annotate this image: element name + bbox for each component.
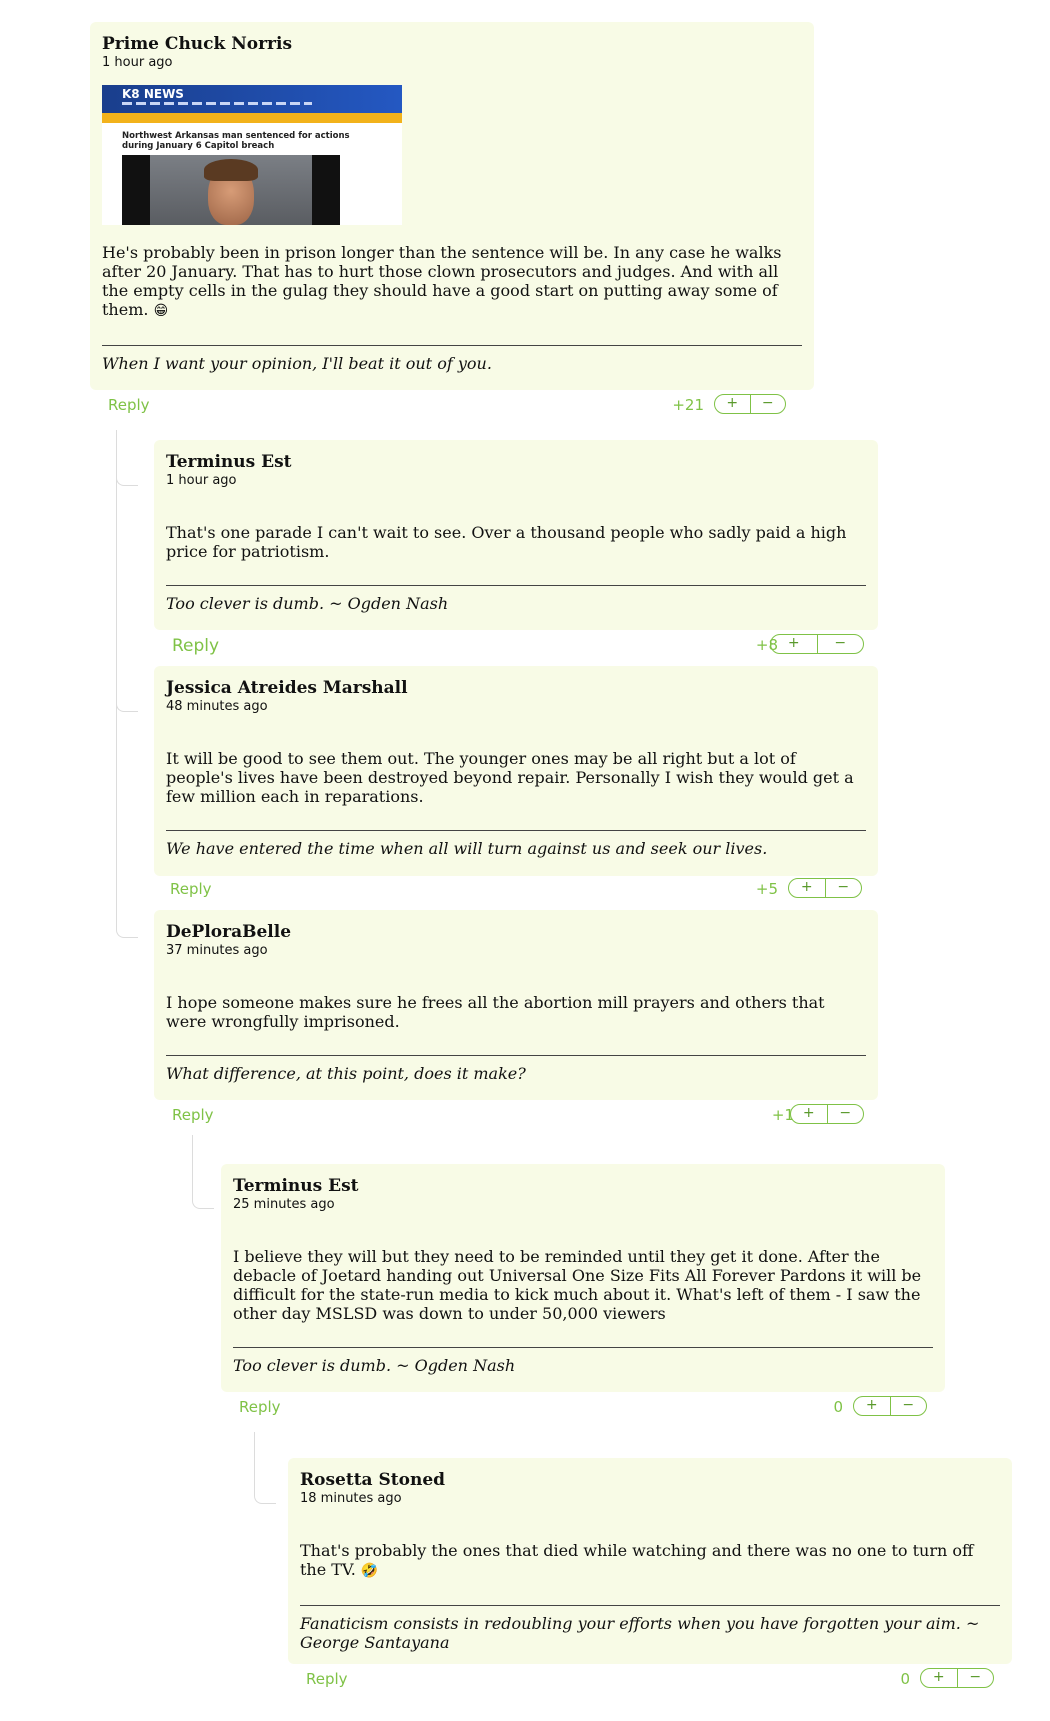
comment-card	[154, 910, 878, 1100]
comment-body	[300, 1541, 1000, 1581]
comment-signature: What difference, at this point, does it make?	[166, 1055, 866, 1083]
comment-text: He's probably been in prison longer than the sentence will be. In any case he walks after 20 January. That has to hurt those clown prosecutors and judges. And with all the empty cells in the gulag they should have a good start on putting away some of them.	[102, 243, 782, 319]
upvote-button[interactable]: +	[791, 1105, 828, 1123]
comment-body	[102, 243, 802, 321]
comment-author[interactable]: DePloraBelle	[166, 922, 292, 942]
comment-actions	[288, 1668, 1012, 1690]
downvote-button[interactable]: −	[902, 1397, 915, 1413]
comment-author[interactable]: Rosetta Stoned	[300, 1470, 446, 1490]
comment-timestamp[interactable]: 25 minutes ago	[233, 1197, 335, 1212]
comment-card	[221, 1164, 945, 1392]
comment-author[interactable]: Terminus Est	[166, 452, 292, 472]
comment-timestamp[interactable]: 1 hour ago	[102, 55, 173, 70]
downvote-button[interactable]: −	[761, 395, 774, 411]
comment-signature: Too clever is dumb. ~ Ogden Nash	[233, 1347, 933, 1375]
comment-card	[154, 440, 878, 630]
vote-score: 0	[900, 1670, 910, 1688]
vote-score: +21	[672, 396, 704, 414]
grinning-emoji-icon: 😁	[153, 303, 169, 319]
thread-connector	[254, 1432, 276, 1504]
rolling-laughing-emoji-icon: 🤣	[360, 1563, 379, 1579]
downvote-button[interactable]: −	[837, 879, 850, 895]
comment	[288, 1458, 1012, 1688]
comment-body: I hope someone makes sure he frees all the abortion mill prayers and others that were wrongfully imprisoned.	[166, 993, 825, 1031]
downvote-button[interactable]: −	[969, 1669, 982, 1685]
reply-button[interactable]: Reply	[170, 880, 212, 898]
news-photo	[122, 155, 340, 225]
comment	[221, 1164, 945, 1416]
reply-button[interactable]: Reply	[172, 636, 220, 656]
upvote-button[interactable]: +	[771, 635, 818, 653]
reply-button[interactable]: Reply	[239, 1398, 281, 1416]
thread-connector	[116, 430, 138, 938]
comment-timestamp[interactable]: 48 minutes ago	[166, 699, 268, 714]
comment	[154, 666, 878, 898]
comment-card	[154, 666, 878, 876]
comment-card	[288, 1458, 1012, 1664]
vote-controls	[788, 878, 862, 898]
mugshot-background	[150, 155, 312, 225]
news-screenshot-image[interactable]	[102, 85, 402, 225]
vote-score: 0	[833, 1398, 843, 1416]
vote-score: +1	[771, 1106, 794, 1124]
comment-body: I believe they will but they need to be reminded until they get it done. After the debacle of Joetard handing out Universal One Size Fits All Forever Pardons it will be difficult for the state-run media to kick much about it. What's left of them - I saw the other day MSLSD was down to under 50,000 viewers	[233, 1247, 922, 1323]
news-headline: Northwest Arkansas man sentenced for actions during January 6 Capitol breach	[122, 131, 350, 151]
vote-controls	[714, 394, 786, 414]
vote-controls	[770, 634, 864, 654]
upvote-button[interactable]: +	[715, 395, 751, 413]
comment	[154, 910, 878, 1124]
comment-signature: Fanaticism consists in redoubling your efforts when you have forgotten your aim. ~ George Santayana	[300, 1605, 1000, 1652]
vote-score: +8	[755, 636, 778, 654]
vote-controls	[790, 1104, 864, 1124]
news-logo: K8 NEWS	[122, 87, 184, 101]
comment-body: It will be good to see them out. The younger ones may be all right but a lot of people's lives have been destroyed beyond repair. Personally I wish they would get a few million each in reparations.	[166, 749, 854, 806]
thread-connector	[192, 1135, 214, 1209]
comment-text: That's probably the ones that died while watching and there was no one to turn off the TV.	[300, 1541, 974, 1579]
upvote-button[interactable]: +	[789, 879, 826, 897]
vote-controls	[853, 1396, 927, 1416]
news-alert-strip	[102, 113, 402, 123]
comment-actions	[154, 878, 878, 900]
comment	[90, 22, 814, 414]
comment-actions	[154, 634, 878, 656]
comment-signature: When I want your opinion, I'll beat it out of you.	[102, 345, 802, 373]
comment-card	[90, 22, 814, 390]
vote-controls	[920, 1668, 994, 1688]
comment-actions	[154, 1104, 878, 1126]
upvote-button[interactable]: +	[854, 1397, 891, 1415]
comment-timestamp[interactable]: 18 minutes ago	[300, 1491, 402, 1506]
comment-signature: We have entered the time when all will turn against us and seek our lives.	[166, 830, 866, 858]
downvote-button[interactable]: −	[834, 635, 847, 651]
comment-actions	[221, 1396, 945, 1418]
comment-author[interactable]: Jessica Atreides Marshall	[166, 678, 408, 698]
reply-button[interactable]: Reply	[172, 1106, 214, 1124]
comment-timestamp[interactable]: 1 hour ago	[166, 473, 237, 488]
comment-author[interactable]: Prime Chuck Norris	[102, 34, 293, 54]
comment-author[interactable]: Terminus Est	[233, 1176, 359, 1196]
hair-shape	[204, 159, 258, 181]
comment-actions	[90, 394, 814, 416]
reply-button[interactable]: Reply	[108, 396, 150, 414]
comment-timestamp[interactable]: 37 minutes ago	[166, 943, 268, 958]
news-nav-bar	[122, 102, 312, 105]
comment-body: That's one parade I can't wait to see. Over a thousand people who sadly paid a high price for patriotism.	[166, 523, 847, 561]
comment-signature: Too clever is dumb. ~ Ogden Nash	[166, 585, 866, 613]
reply-button[interactable]: Reply	[306, 1670, 348, 1688]
comment	[154, 440, 878, 656]
vote-score: +5	[755, 880, 778, 898]
downvote-button[interactable]: −	[839, 1105, 852, 1121]
upvote-button[interactable]: +	[921, 1669, 958, 1687]
